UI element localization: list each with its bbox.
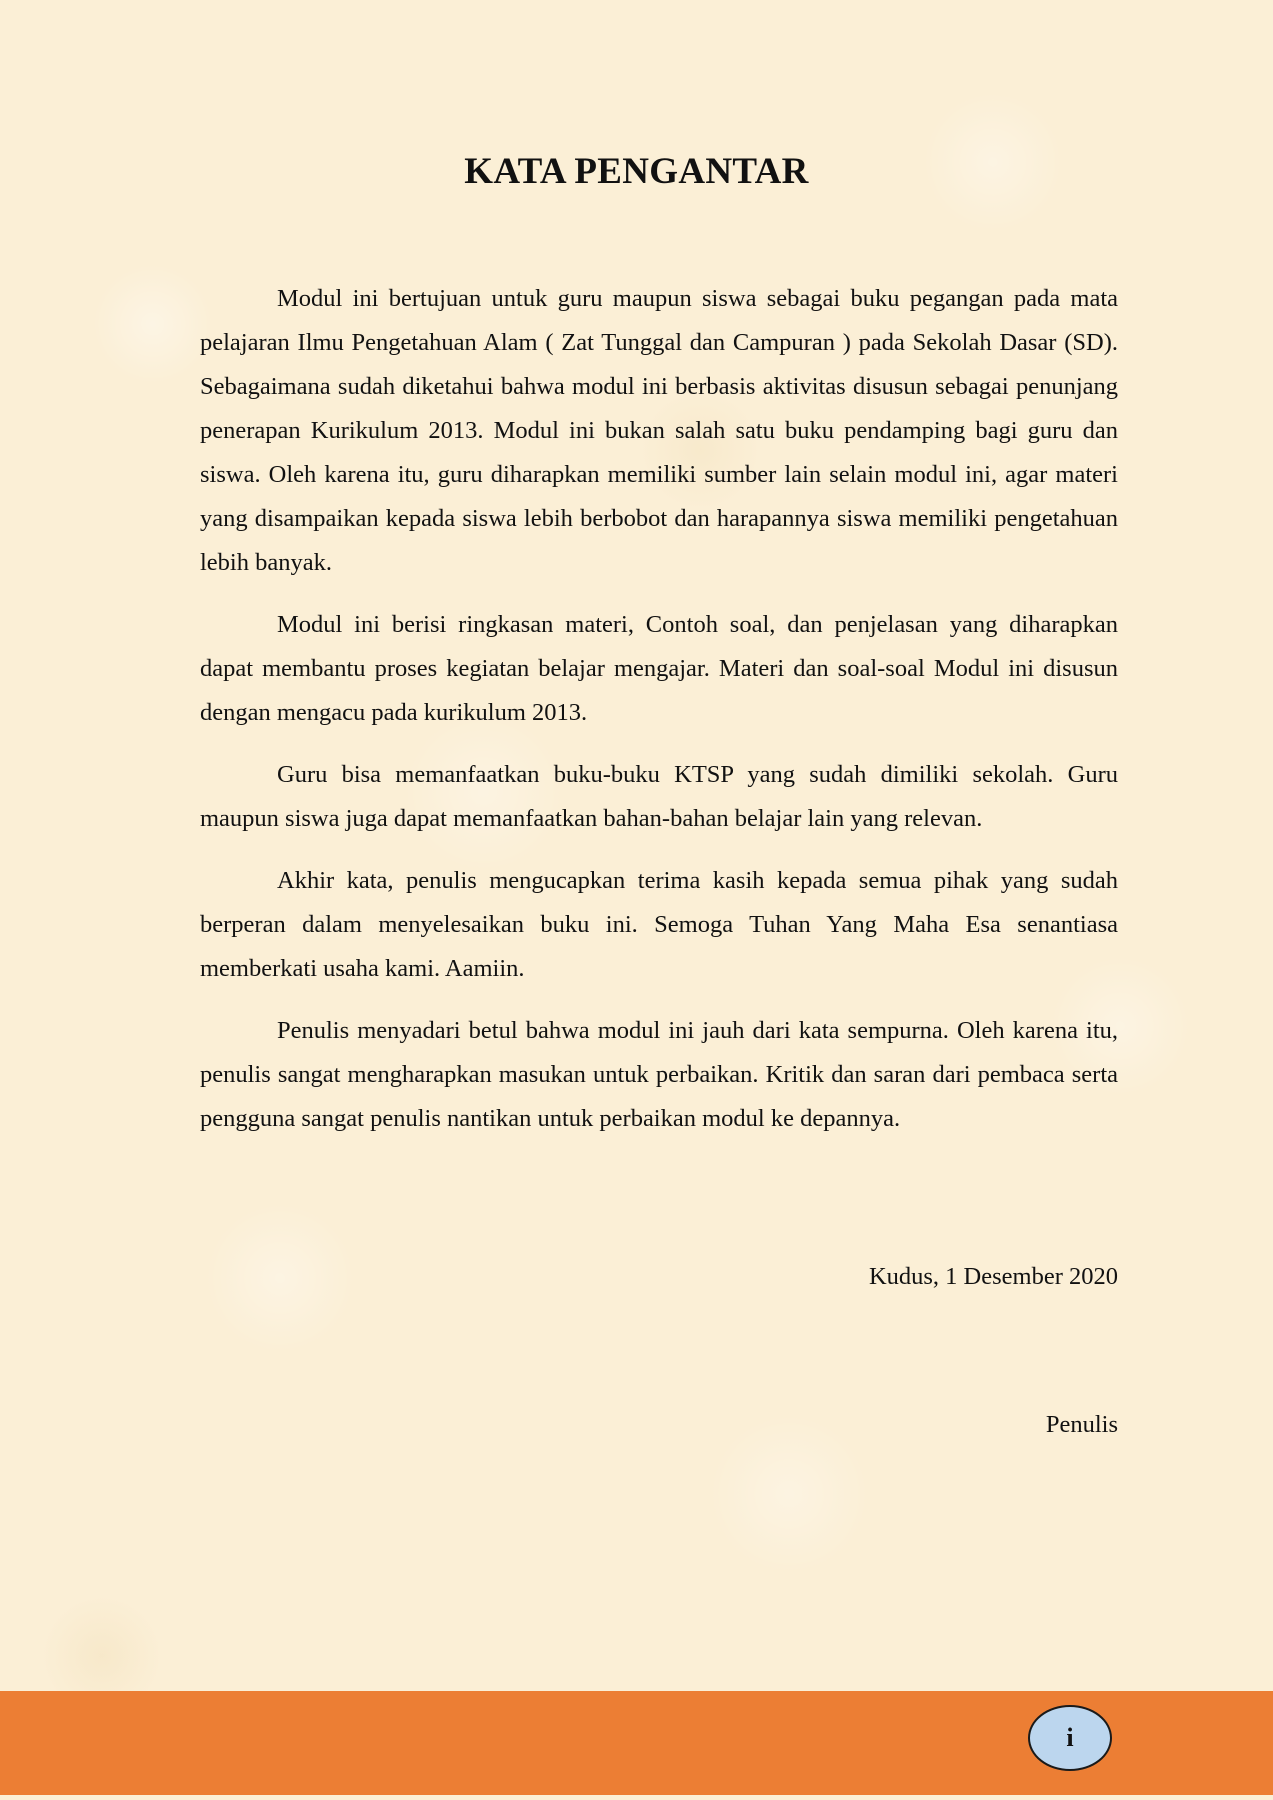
paragraph-4: Akhir kata, penulis mengucapkan terima kasih kepada semua pihak yang sudah berperan dalam menyelesaikan buku ini. Semoga Tuhan Yang Maha Esa senantiasa memberkati usaha kami. Aamiin. [200,867,1118,982]
paragraph-5: Penulis menyadari betul bahwa modul ini jauh dari kata sempurna. Oleh karena itu, penulis sangat mengharapkan masukan untuk perbaikan. Kritik dan saran dari pembaca serta pengguna sangat penulis nantikan untuk perbaikan modul ke depannya. [200,1017,1118,1132]
paragraph-1: Modul ini bertujuan untuk guru maupun siswa sebagai buku pegangan pada mata pelajaran Ilmu Pengetahuan Alam ( Zat Tunggal dan Campuran ) pada Sekolah Dasar (SD). Sebagaimana sudah diketahui bahwa modul ini berbasis aktivitas disusun sebagai penunjang penerapan Kurikulum 2013. Modul ini bukan salah satu buku pendamping bagi guru dan siswa. Oleh karena itu, guru diharapkan memiliki sumber lain selain modul ini, agar materi yang disampaikan kepada siswa lebih berbobot dan harapannya siswa memiliki pengetahuan lebih banyak. [200,285,1118,576]
body-text [200,277,1118,1159]
paragraph-3: Guru bisa memanfaatkan buku-buku KTSP yang sudah dimiliki sekolah. Guru maupun siswa juga dapat memanfaatkan bahan-bahan belajar lain yang relevan. [200,761,1118,832]
place-date: Kudus, 1 Desember 2020 [868,1263,1118,1290]
paragraph-2: Modul ini berisi ringkasan materi, Contoh soal, dan penjelasan yang diharapkan dapat membantu proses kegiatan belajar mengajar. Materi dan soal-soal Modul ini disusun dengan mengacu pada kurikulum 2013. [200,611,1118,726]
page-title: KATA PENGANTAR [464,151,809,192]
page-number-badge [1028,1705,1112,1771]
page-number: i [1066,1723,1074,1752]
signer-name: Penulis [1045,1411,1118,1438]
